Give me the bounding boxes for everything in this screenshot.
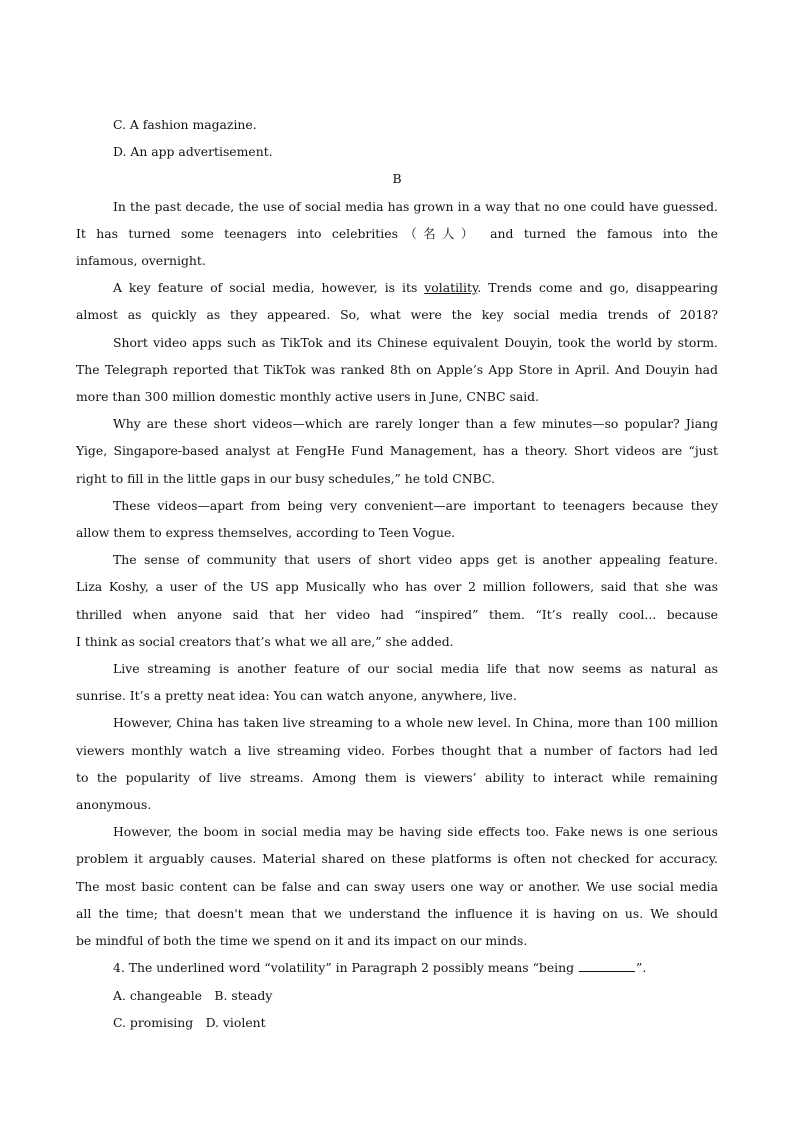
paragraph-line: The most basic content can be false and can sway users one way or another. We use social media <box>76 878 718 894</box>
paragraph-line: more than 300 million domestic monthly active users in June, CNBC said. <box>76 389 540 405</box>
paragraph-line: infamous, overnight. <box>76 253 206 269</box>
paragraph-line: all the time; that doesn't mean that we understand the influence it is having on us. We should <box>76 905 718 921</box>
text-run: ”. <box>636 960 647 976</box>
text-run: 4. The underlined word “volatility” in Paragraph 2 possibly means “being <box>113 960 578 976</box>
paragraph-line <box>76 274 718 301</box>
paragraph-line: Live streaming is another feature of our social media life that now seems as natural as <box>113 661 718 677</box>
answer-blank <box>579 958 635 972</box>
paragraph-line: viewers monthly watch a live streaming video. Forbes thought that a number of factors had led <box>76 742 718 758</box>
paragraph-line: almost as quickly as they appeared. So, what were the key social media trends of 2018? <box>76 307 718 323</box>
paragraph-1 <box>76 193 718 275</box>
section-label: B <box>392 171 402 187</box>
document-page <box>76 111 718 1036</box>
paragraph-line: allow them to express themselves, according to Teen Vogue. <box>76 525 456 541</box>
question-options-cd: C. promising D. violent <box>113 1014 266 1030</box>
option-c: C. A fashion magazine. <box>113 117 257 132</box>
paragraph-9 <box>76 818 718 954</box>
paragraph-line: These videos—apart from being very convenient—are important to teenagers because they <box>113 497 718 513</box>
paragraph-line: Liza Koshy, a user of the US app Musically who has over 2 million followers, said that she was <box>76 579 718 595</box>
paragraph-3 <box>76 329 718 411</box>
paragraph-line: However, the boom in social media may be having side effects too. Fake news is one serious <box>113 824 718 840</box>
paragraph-6 <box>76 546 718 655</box>
paragraph-7 <box>76 655 718 709</box>
option-d: D. An app advertisement. <box>113 144 273 160</box>
underlined-word: volatility <box>424 280 478 296</box>
paragraph-line: Short video apps such as TikTok and its Chinese equivalent Douyin, took the world by storm. <box>113 334 718 350</box>
paragraph-line: I think as social creators that’s what we all are,” she added. <box>76 633 454 649</box>
paragraph-line: to the popularity of live streams. Among them is viewers’ ability to interact while remaining <box>76 769 718 785</box>
paragraph-line: In the past decade, the use of social media has grown in a way that no one could have guessed. <box>113 198 718 214</box>
paragraph-line: However, China has taken live streaming to a whole new level. In China, more than 100 million <box>113 715 718 731</box>
text-run: A key feature of social media, however, is its <box>113 280 425 296</box>
paragraph-line: sunrise. It’s a pretty neat idea: You can watch anyone, anywhere, live. <box>76 688 517 704</box>
paragraph-8 <box>76 709 718 818</box>
paragraph-line: Yige, Singapore-based analyst at FengHe Fund Management, has a theory. Short videos are “just <box>76 443 718 459</box>
paragraph-4 <box>76 410 718 492</box>
text-run: . Trends come and go, disappearing <box>477 280 718 296</box>
question-options-ab: A. changeable B. steady <box>113 987 273 1003</box>
paragraph-line: The sense of community that users of short video apps get is another appealing feature. <box>113 552 718 568</box>
paragraph-line: It has turned some teenagers into celebrities（名人） and turned the famous into the <box>76 225 718 241</box>
paragraph-line: The Telegraph reported that TikTok was ranked 8th on Apple’s App Store in April. And Douyin had <box>76 361 718 377</box>
paragraph-line: anonymous. <box>76 797 152 813</box>
paragraph-line: Why are these short videos—which are rarely longer than a few minutes—so popular? Jiang <box>113 416 718 432</box>
paragraph-5 <box>76 492 718 546</box>
paragraph-line: right to fill in the little gaps in our busy schedules,” he told CNBC. <box>76 470 495 486</box>
paragraph-2 <box>76 274 718 328</box>
paragraph-line: be mindful of both the time we spend on it and its impact on our minds. <box>76 933 528 949</box>
question-stem <box>76 954 718 981</box>
paragraph-line: problem it arguably causes. Material shared on these platforms is often not checked for accuracy. <box>76 851 718 867</box>
paragraph-line: thrilled when anyone said that her video had “inspired” them. “It’s really cool... because <box>76 606 718 622</box>
